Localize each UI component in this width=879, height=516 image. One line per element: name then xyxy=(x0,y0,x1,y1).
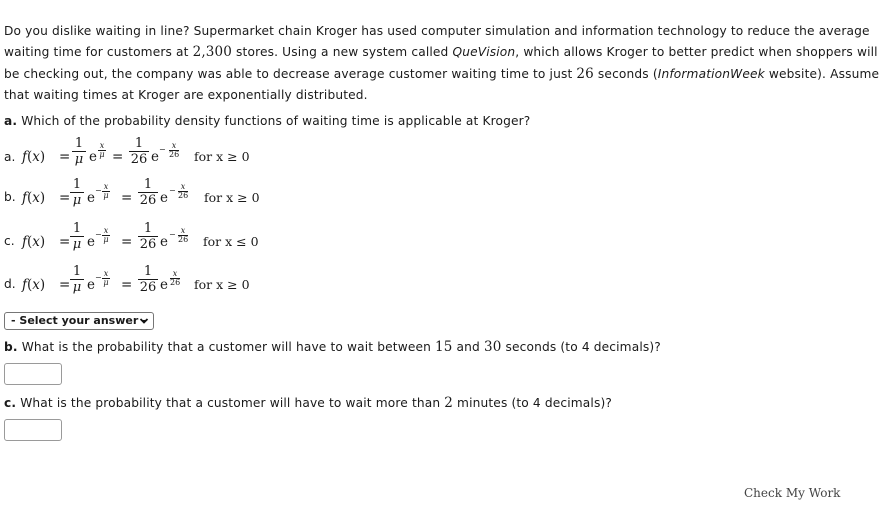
part-c-label: c. xyxy=(4,396,17,410)
exponent-x-over-26: x 26 − xyxy=(159,141,180,159)
fraction-one-over-26: $\frac{1}{26}$ xyxy=(139,264,157,295)
intro-line-1 xyxy=(4,21,870,42)
euler-e: e xyxy=(89,149,97,165)
part-b-question xyxy=(4,339,661,355)
fraction-one-over-26: $\frac{1}{26}$ xyxy=(139,221,157,252)
intro-text: waiting time for customers at xyxy=(4,45,193,60)
equals-sign: = xyxy=(112,149,124,165)
intro-line-4 xyxy=(4,85,856,106)
exponent-neg-x-over-mu: x μ − xyxy=(95,269,109,287)
intro-text: , which allows Kroger to better predict when shoppers will xyxy=(515,45,878,60)
lower-bound: 15 xyxy=(435,339,453,355)
exponent-x-over-26: x 26 xyxy=(170,269,181,287)
intro-text: seconds ( xyxy=(593,66,658,81)
exponent-neg-x-over-26: x 26 − xyxy=(169,226,189,244)
equals-sign: = xyxy=(59,190,71,206)
part-b-label: b. xyxy=(4,340,18,354)
equals-sign: = xyxy=(121,277,133,293)
fraction-one-over-mu: $\frac{1}{\mu}$ xyxy=(70,222,84,252)
chevron-down-icon xyxy=(139,313,149,335)
part-a-question xyxy=(4,114,530,128)
check-my-work-button[interactable] xyxy=(744,486,852,516)
intro-line-2 xyxy=(4,42,878,63)
system-name: QueVision xyxy=(452,45,516,60)
intro-text: be checking out, the company was able to decrease average customer waiting time to just xyxy=(4,66,577,81)
fraction-one-over-mu: $\frac{1}{\mu}$ xyxy=(70,265,84,295)
upper-bound: 30 xyxy=(483,339,502,355)
euler-e: e xyxy=(160,190,168,206)
equals-sign: = xyxy=(121,234,133,250)
option-domain: for x ≤ 0 xyxy=(203,234,259,249)
exponent-neg-x-over-mu: x μ − xyxy=(95,226,109,244)
exponent-x-over-mu: x μ xyxy=(99,141,105,159)
fraction-one-over-mu: $\frac{1}{\mu}$ xyxy=(70,178,84,208)
intro-line-3 xyxy=(4,64,879,85)
euler-e: e xyxy=(87,234,95,250)
fraction-one-over-26: $\frac{1}{26}$ xyxy=(130,136,148,167)
part-c-question xyxy=(4,395,612,411)
intro-text: website). Assume xyxy=(764,66,879,81)
fraction-one-over-mu: $\frac{1}{\mu}$ xyxy=(72,137,86,167)
pdf-lhs: f(x) xyxy=(22,234,46,250)
equals-sign: = xyxy=(59,149,71,165)
euler-e: e xyxy=(151,149,159,165)
euler-e: e xyxy=(87,190,95,206)
euler-e: e xyxy=(87,277,95,293)
euler-e: e xyxy=(160,234,168,250)
part-c-answer-input[interactable] xyxy=(4,419,62,441)
equals-sign: = xyxy=(59,277,71,293)
option-domain: for x ≥ 0 xyxy=(204,190,260,205)
intro-text: stores. Using a new system called xyxy=(232,45,453,60)
problem-intro xyxy=(4,21,879,106)
euler-e: e xyxy=(160,277,168,293)
exponent-neg-x-over-26: x 26 − xyxy=(169,182,189,200)
minutes-threshold: 2 xyxy=(444,395,454,411)
equals-sign: = xyxy=(121,190,133,206)
part-b-text: and xyxy=(452,340,484,354)
store-count: 2,300 xyxy=(192,44,233,61)
option-letter: c. xyxy=(4,234,15,248)
option-letter: d. xyxy=(4,277,16,291)
mean-seconds: 26 xyxy=(576,65,594,82)
part-c-text: What is the probability that a customer will have to wait more than xyxy=(20,396,445,410)
fraction-one-over-26: $\frac{1}{26}$ xyxy=(139,177,157,208)
part-b-answer-input[interactable] xyxy=(4,363,62,385)
answer-select-dropdown[interactable] xyxy=(4,312,154,330)
pdf-lhs: f(x) xyxy=(22,149,46,165)
pdf-lhs: f(x) xyxy=(22,277,46,293)
part-a-text: Which of the probability density functions of waiting time is applicable at Kroger? xyxy=(21,114,531,128)
check-my-work-label: Check My Work xyxy=(744,486,841,500)
option-domain: for x ≥ 0 xyxy=(194,277,250,292)
part-b-text: seconds (to 4 decimals)? xyxy=(501,340,661,354)
source-name: InformationWeek xyxy=(657,66,765,81)
select-value: - Select your answer - xyxy=(11,314,147,327)
intro-text: Do you dislike waiting in line? Supermarket chain Kroger has used computer simulation and information technology to reduce the average xyxy=(4,24,870,38)
equals-sign: = xyxy=(59,234,71,250)
option-letter: b. xyxy=(4,190,16,204)
part-c-text: minutes (to 4 decimals)? xyxy=(453,396,612,410)
part-a-label: a. xyxy=(4,114,18,128)
intro-text: that waiting times at Kroger are exponentially distributed. xyxy=(4,87,368,102)
part-b-text: What is the probability that a customer will have to wait between xyxy=(21,340,436,354)
option-domain: for x ≥ 0 xyxy=(194,149,250,164)
exponent-neg-x-over-mu: x μ − xyxy=(95,182,109,200)
pdf-lhs: f(x) xyxy=(22,190,46,206)
option-letter: a. xyxy=(4,150,16,164)
